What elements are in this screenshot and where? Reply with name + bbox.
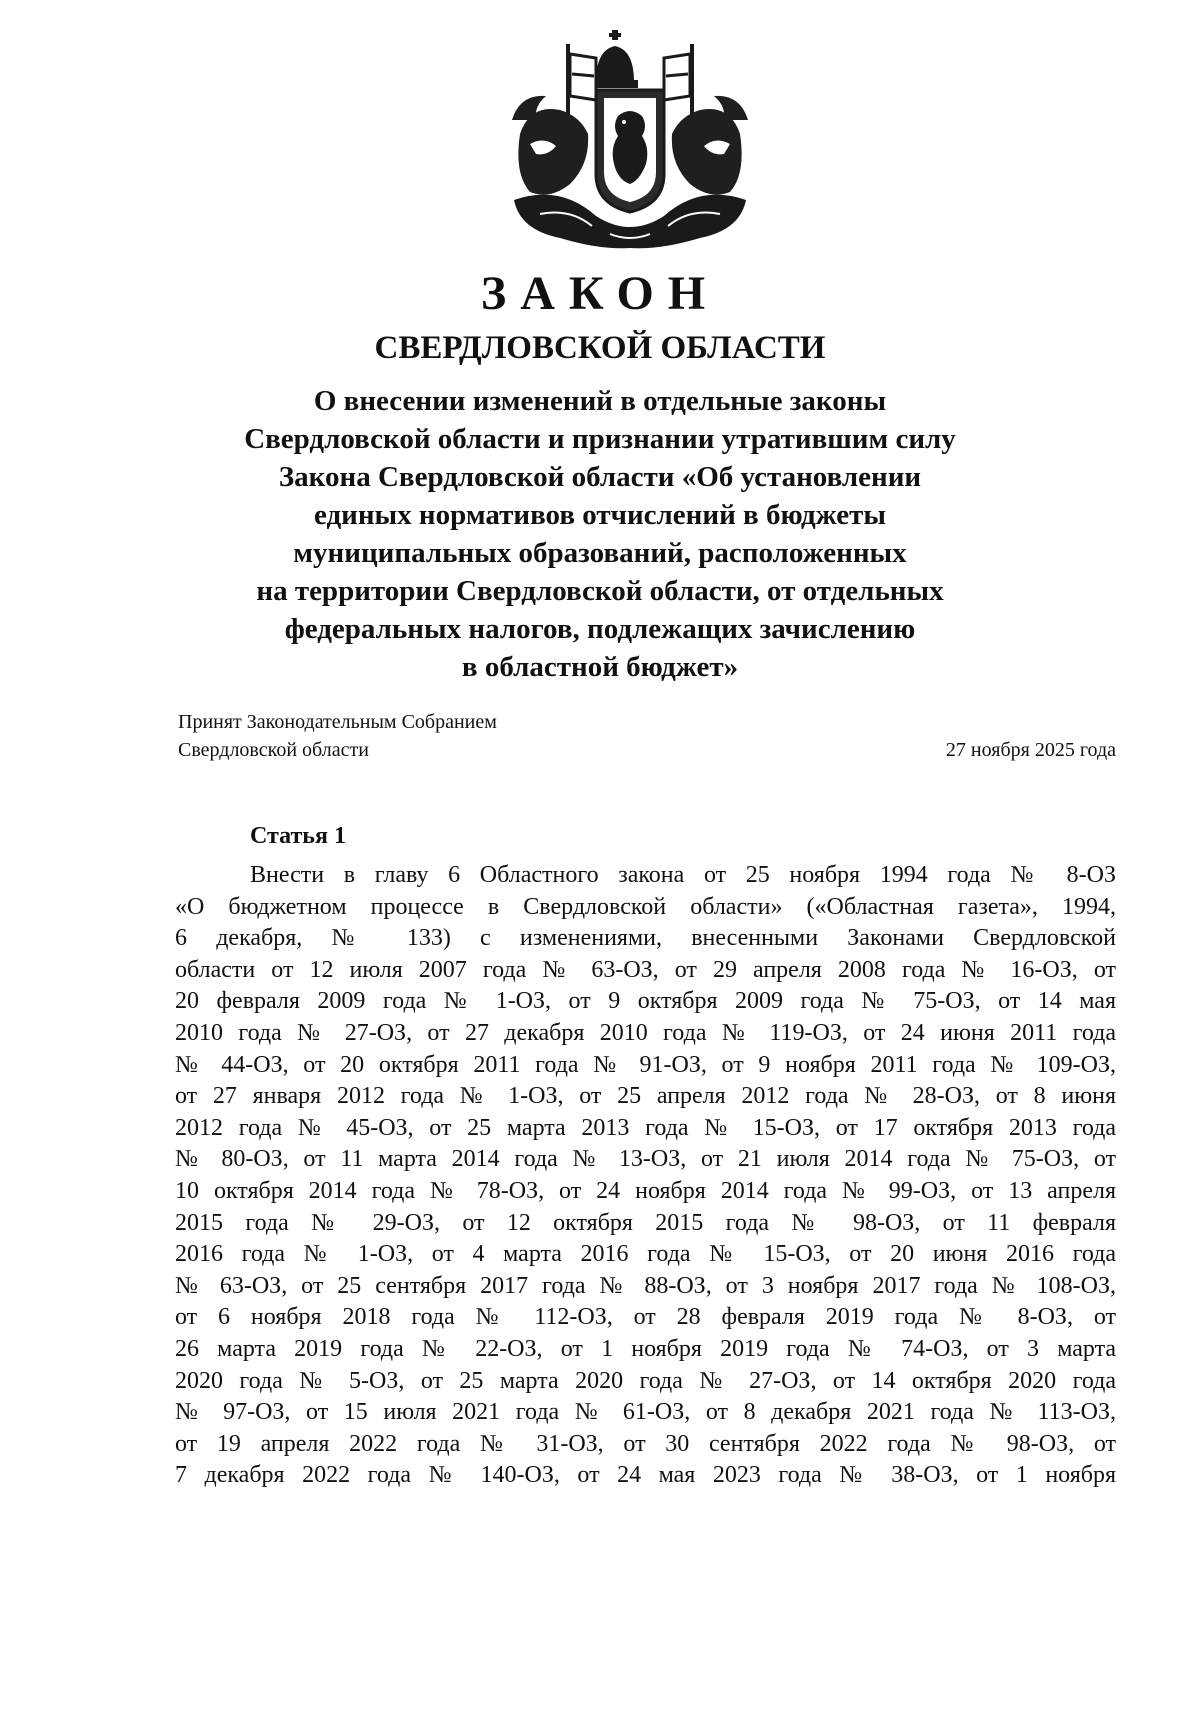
article-line: Внести в главу 6 Областного закона от 25 ноября 1994 года № 8-ОЗ xyxy=(250,862,1116,888)
law-name-line: О внесении изменений в отдельные законы xyxy=(313,385,887,417)
law-name-line: Закона Свердловской области «Об установлении xyxy=(278,461,922,493)
article-line: № 44-ОЗ, от 20 октября 2011 года № 91-ОЗ, от 9 ноября 2011 года № 109-ОЗ, xyxy=(175,1051,1116,1078)
article-line: № 97-ОЗ, от 15 июля 2021 года № 61-ОЗ, от 8 декабря 2021 года № 113-ОЗ, xyxy=(175,1399,1116,1426)
article-heading: Статья 1 xyxy=(250,823,346,849)
article-line: № 80-ОЗ, от 11 марта 2014 года № 13-ОЗ, от 21 июля 2014 года № 75-ОЗ, от xyxy=(175,1146,1116,1173)
article-line: 2012 года № 45-ОЗ, от 25 марта 2013 года № 15-ОЗ, от 17 октября 2013 года xyxy=(175,1114,1116,1141)
law-name-line: в областной бюджет» xyxy=(461,651,739,683)
law-name-line: единых нормативов отчислений в бюджеты xyxy=(313,499,887,531)
law-name-line: на территории Свердловской области, от отдельных xyxy=(256,575,944,607)
document-title: ЗАКОН xyxy=(480,267,720,320)
coat-of-arms-icon xyxy=(500,24,760,256)
article-line: 2020 года № 5-ОЗ, от 25 марта 2020 года № 27-ОЗ, от 14 октября 2020 года xyxy=(175,1367,1116,1394)
article-line: 20 февраля 2009 года № 1-ОЗ, от 9 октября 2009 года № 75-ОЗ, от 14 мая xyxy=(175,988,1116,1015)
adopted-by-line: Свердловской области xyxy=(178,739,369,761)
article-line: 6 декабря, № 133) с изменениями, внесенными Законами Свердловской xyxy=(175,925,1116,952)
law-name-line: муниципальных образований, расположенных xyxy=(293,537,907,569)
article-line: 10 октября 2014 года № 78-ОЗ, от 24 ноября 2014 года № 99-ОЗ, от 13 апреля xyxy=(175,1177,1116,1204)
article-body xyxy=(175,860,1116,1492)
adopted-by xyxy=(178,708,578,764)
adopted-date: 27 ноября 2025 года xyxy=(945,739,1116,761)
article-line: области от 12 июля 2007 года № 63-ОЗ, от 29 апреля 2008 года № 16-ОЗ, от xyxy=(175,956,1116,983)
document-subtitle: СВЕРДЛОВСКОЙ ОБЛАСТИ xyxy=(374,330,826,366)
law-name-line: федеральных налогов, подлежащих зачислению xyxy=(284,613,916,645)
article-line: 26 марта 2019 года № 22-ОЗ, от 1 ноября 2019 года № 74-ОЗ, от 3 марта xyxy=(175,1335,1116,1362)
article-line: «О бюджетном процессе в Свердловской области» («Областная газета», 1994, xyxy=(175,893,1116,920)
law-name-line: Свердловской области и признании утратившим силу xyxy=(244,423,956,455)
article-line: 2010 года № 27-ОЗ, от 27 декабря 2010 года № 119-ОЗ, от 24 июня 2011 года xyxy=(175,1019,1116,1046)
article-line: от 19 апреля 2022 года № 31-ОЗ, от 30 сентября 2022 года № 98-ОЗ, от xyxy=(175,1430,1116,1457)
article-line: 2016 года № 1-ОЗ, от 4 марта 2016 года № 15-ОЗ, от 20 июня 2016 года xyxy=(175,1241,1116,1268)
article-line: от 6 ноября 2018 года № 112-ОЗ, от 28 февраля 2019 года № 8-ОЗ, от xyxy=(175,1304,1116,1331)
law-name xyxy=(160,382,1040,686)
article-line: 7 декабря 2022 года № 140-ОЗ, от 24 мая 2023 года № 38-ОЗ, от 1 ноября xyxy=(175,1462,1116,1489)
article-line: 2015 года № 29-ОЗ, от 12 октября 2015 года № 98-ОЗ, от 11 февраля xyxy=(175,1209,1116,1236)
adopted-by-line: Принят Законодательным Собранием xyxy=(178,711,497,733)
article-line: от 27 января 2012 года № 1-ОЗ, от 25 апреля 2012 года № 28-ОЗ, от 8 июня xyxy=(175,1083,1116,1110)
article-line: № 63-ОЗ, от 25 сентября 2017 года № 88-ОЗ, от 3 ноября 2017 года № 108-ОЗ, xyxy=(175,1272,1116,1299)
